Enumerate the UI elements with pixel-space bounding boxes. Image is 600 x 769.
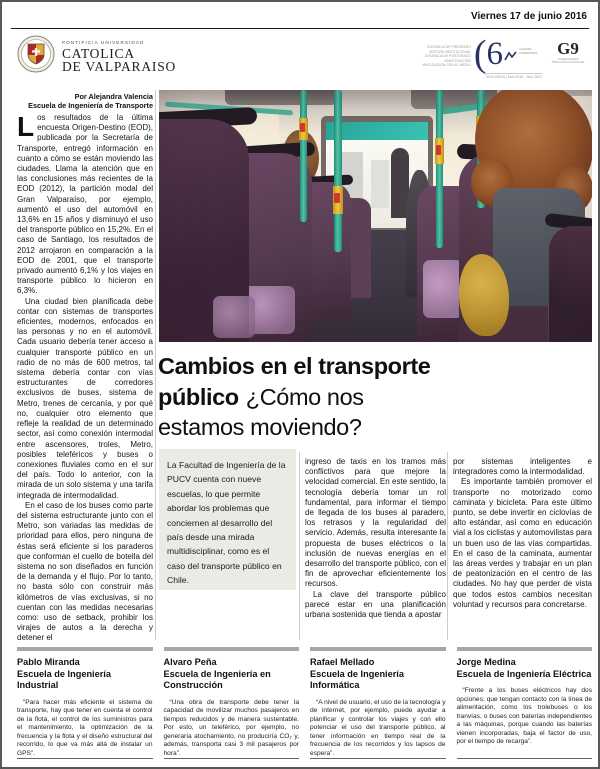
accreditation-line: DOCENCIA DE POSTGRADO [424,54,471,59]
accreditation-block [422,33,542,79]
accreditation-line: INVESTIGACIÓN [444,58,471,63]
card-bottom-rule [457,758,593,759]
accreditation-line: VINCULACIÓN CON EL MEDIO [422,63,471,68]
headline-bold-text: público [158,383,239,410]
expert-name: Alvaro Peña [163,657,217,667]
university-name-sub: DE VALPARAISO [62,59,177,74]
expert-school: Escuela de Ingeniería Informática [310,668,404,691]
card-top-bar [164,647,300,651]
pucv-crest-icon [17,35,55,78]
card-bottom-rule [17,758,153,759]
university-name-top: PONTIFICIA UNIVERSIDAD [62,40,145,45]
article-paragraph: por sistemas inteligentes e integradores como la intermodalidad. [453,457,592,477]
expert-name-block [457,657,593,680]
card-bottom-rule [310,758,446,759]
expert-quote: “A nivel de usuario, el uso de la tecnología y de internet, por ejemplo, puede ayudar a planificar y controlar los viajes y con ello potenciar el uso del transporte público, al tener información en tiempo real de la frecuencia de los recorridos y los lapsos de espera”. [310,698,446,757]
g9-mark: G9 [557,39,579,58]
accreditation-seal [422,33,585,79]
headline-line [158,351,478,382]
column-separator [299,452,300,640]
pull-quote: La Facultad de Ingeniería de la PUCV cuenta con nueve escuelas, lo que permite abordar los problemas que conciernen al desarrollo del país desde una mirada multidisciplinar, como es el caso del transporte público en Chile. [159,449,296,590]
article-column-1 [17,113,153,644]
accreditation-line: GESTIÓN INSTITUCIONAL [428,49,471,54]
card-top-bar [457,647,593,651]
expert-name-block [17,657,153,692]
expert-name: Jorge Medina [456,657,516,667]
bus-photo [159,90,592,342]
accreditation-line: DOCENCIA DE PREGRADO [427,45,471,49]
cna-check-icon [504,49,517,67]
photo-vignette [159,90,592,342]
headline-line [158,412,478,443]
headline-line [158,382,478,413]
byline-school: Escuela de Ingeniería de Transporte [28,101,153,111]
article-paragraph: ingreso de taxis en los tramos más conflictivos para que mejore la velocidad comercial. En este sentido, la tecnología debería tomar un rol fundamental, para informar el tiempo de llegada de los buses al paradero, los retrasos y la regularidad del servicio. Además, resulta interesante la propuesta de buses eléctricos o la inclusión de nuevas energías en el desarrollo del transporte público, con el fin de aprovechar eficientemente los recursos. [305,457,446,589]
byline-author: Por Alejandra Valencia [74,92,153,101]
headline-light-text: ¿Cómo nos [245,383,364,410]
drop-cap: L [17,111,35,142]
article-paragraph: En el caso de los buses como parte del sistema estructurante junto con el Metro, son variadas las medidas de prioridad para ellos, pero ninguna de éstas será eficiente si los paraderos que conforman el cuello de botella del sistema no son diseñados en función de la demanda y el flujo. Por lo tanto, no basta sólo con construir más kilómetros de vías exclusivas, si no cuentan con las medidas necesarias como: uso de setback, prohibir los virajes de autos a la derecha y detener el [17,500,153,643]
card-top-bar [17,647,153,651]
university-name [62,40,176,73]
expert-quote: “Frente a los buses eléctricos hay dos opciones: que tengan contacto con la línea de alimentación, como los trolebuses o los tranvías, o buses con baterías independientes a las máquinas, porque cuando las baterías vienen incorporadas, baja el factor de uso, por el tiempo de recarga”. [456,687,592,746]
expert-card [310,647,446,760]
pucv-logo [17,35,176,78]
g9-caption: UNIVERSIDADES PÚBLICAS NO ESTATALES [551,58,585,65]
expert-name: Rafael Mellado [310,657,375,667]
g9-logo [551,41,585,79]
university-name-main: CATOLICA [62,46,135,61]
article-column-4 [453,457,592,610]
expert-card [17,647,153,760]
headline [158,351,478,443]
accreditation-side-label: CALIDAD ACREDITADA [519,47,538,55]
accreditation-years-number: 6 [486,36,503,72]
column-separator [155,90,156,640]
article-paragraph: Una ciudad bien planificada debe contar con sistemas de transportes eficientes, modernos, enfocados en las personas y no en el automóvil. Cada usuario debería tener acceso a cualquier transporte público en un radio de no más de 600 metros, tal sistema debería contar con vías estructurantes de corredores exclusivos de buses, sistema de Metro, trenes de cercanía, y por qué no, cualquier otro elemento que refleje la realidad de un determinado sector, así como conexión intermodal entre ascensores, troles, Metro, posibles teleféricos y buses o conexiones fluviales como en el sur del país. Todo lo anterior, con la mirada de un solo sistema y una tarifa integrada de intermodalidad. [17,296,153,500]
expert-card [457,647,593,760]
article-text: os resultados de la última encuesta Origen-Destino (EOD), publicada por la Secretaría de Transporte, entregó información en cuanto a cómo se están moviendo las ciudades. Llama la atención que en las conclusiones más recientes de la EOD (2012), la partición modal del Gran Valparaíso, por ejemplo, aumentó el uso del automóvil en 13,6% en 15 años y disminuyó el uso del transporte público en 15,2%. En el caso de Santiago, los resultados de 2012 arrojaron en comparación a la EOD de 2001, que el transporte privado aumentó 6,1% y los viajes en transporte público lo hicieron en 6,3%. [17,113,153,296]
card-top-bar [310,647,446,651]
expert-name: Pablo Miranda [17,657,80,667]
byline [17,92,153,110]
article-paragraph: Es importante también promover el transporte no motorizado como caminata y bicicleta. Para este último punto, se debe invertir en ciclovías de alto estándar, así como en educación vial a los ciclistas y automovilistas para un buen uso de las vías compartidas. En el caso de la caminata, aumentar las áreas verdes y trabajar en un plan de peatonización en el centro de las ciudades. No hay que perder de vista que todos estos cambios necesitan voluntad y recursos para concretarse. [453,477,592,609]
accreditation-areas [422,45,471,68]
expert-school: Escuela de Ingeniería Industrial [17,668,111,691]
accreditation-caption: SEIS AÑOS | Nov 2015 - Nov 2021 [485,75,542,79]
expert-school: Escuela de Ingeniería en Construcción [163,668,271,691]
page-date: Viernes 17 de junio 2016 [471,11,587,22]
article-column-3 [305,457,446,620]
expert-quote: “Una obra de transporte debe tener la capacidad de movilizar muchos pasajeros en tiempos reducidos y de manera sustentable. Por esto, un teleférico, por ejemplo, no generaría atochamiento, no produciría CO₂ y, además, transporta casi 3 mil pasajeros por hora”. [163,698,299,757]
expert-name-block [164,657,300,692]
expert-quote: “Para hacer más eficiente el sistema de transporte, hay que tener en cuenta el control de la flota, el control de los suministros para el mantenimiento, la optimización de la frecuencia y la flota y el diseño estructural del recorrido, lo que va más allá de instalar un GPS”. [17,698,153,757]
expert-card [164,647,300,760]
article-paragraph: La clave del transporte público parece estar en una planificación urbana sostenida que tienda a apostar [305,589,446,620]
column-separator [447,452,448,640]
expert-school: Escuela de Ingeniería Eléctrica [456,668,592,679]
header-rule [11,28,589,29]
headline-light-text: estamos moviendo? [158,414,362,440]
headline-bold-text: Cambios en el transporte [158,353,431,379]
expert-name-block [310,657,446,692]
article-paragraph [17,113,153,297]
card-bottom-rule [164,758,300,759]
experts-section [17,647,592,760]
accreditation-paren: ( [473,33,487,75]
